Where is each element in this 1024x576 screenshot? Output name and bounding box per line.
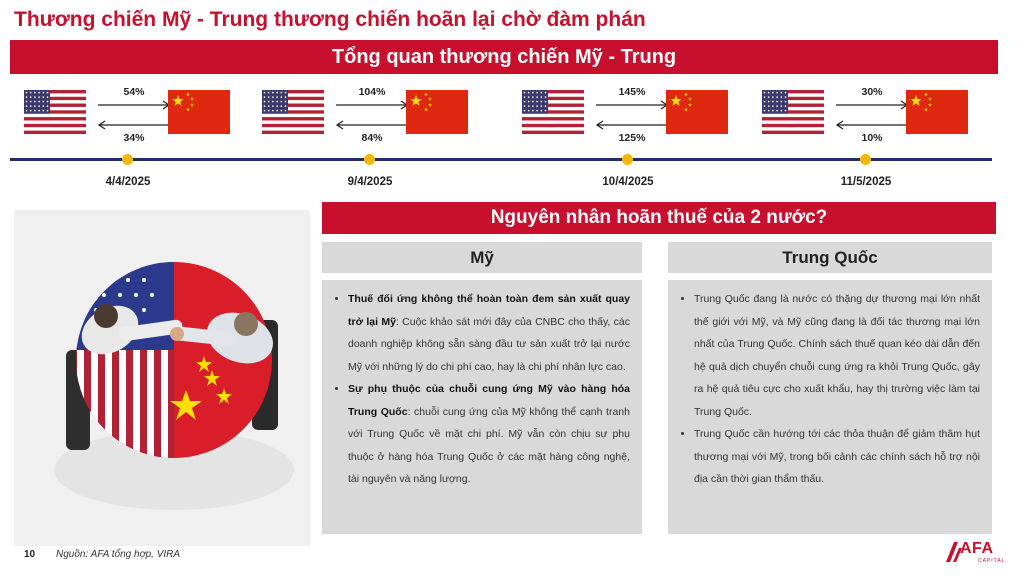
timeline-event [24,86,264,196]
cn-tariff-rate: 125% [618,132,646,144]
china-flag-icon [906,90,968,134]
page-title: Thương chiến Mỹ - Trung thương chiến hoãn lại chờ đàm phán [14,8,646,31]
logo-subtext: CAPITAL [978,558,1006,564]
right-arrow-icon [96,100,172,110]
china-flag-icon [168,90,230,134]
us-reasons-panel [322,280,642,534]
cn-tariff-rate: 84% [361,132,383,144]
timeline-dot [364,154,375,165]
china-flag-icon [666,90,728,134]
afa-logo [944,540,1016,570]
right-arrow-icon [834,100,910,110]
timeline-event [262,86,502,196]
overview-banner: Tổng quan thương chiến Mỹ - Trung [10,40,998,74]
section-title: Nguyên nhân hoãn thuế của 2 nước? [322,202,996,234]
left-arrow-icon [834,120,910,130]
left-arrow-icon [594,120,670,130]
handshake-image [14,210,310,546]
event-date: 4/4/2025 [105,176,151,188]
timeline-dot [860,154,871,165]
right-arrow-icon [334,100,410,110]
list-item: • Trung Quốc cần hướng tới các thỏa thuận để giảm thâm hụt thương mại với Mỹ, trong bối cảnh các chính sách hỗ trợ nội địa cần thời gian thẩm thấu. [694,423,980,491]
us-tariff-rate: 30% [861,86,883,98]
us-tariff-rate: 104% [358,86,386,98]
us-flag-icon [24,90,86,134]
china-flag-icon [406,90,468,134]
event-date: 11/5/2025 [840,176,892,188]
handshake-illustration [14,210,310,546]
bullet-title: Sự phụ thuộc của chuỗi cung ứng Mỹ vào hàng hóa Trung Quốc [348,383,630,418]
timeline-dot [122,154,133,165]
bullet-text: : chuỗi cung ứng của Mỹ không thể cạnh tranh với Trung Quốc về mặt chi phí. Mỹ vẫn còn chịu sự phụ thuộc ở hàng hóa Trung Quốc ở các mặt hàng công nghệ, tài nguyên và năng lượng. [348,405,630,485]
timeline-event [762,86,1002,196]
list-item [348,378,630,491]
left-arrow-icon [334,120,410,130]
cn-tariff-rate: 34% [123,132,145,144]
us-flag-icon [762,90,824,134]
timeline-event [522,86,762,196]
us-tariff-rate: 145% [618,86,646,98]
logo-text: AFA [960,540,994,557]
us-flag-icon [262,90,324,134]
bullet-text: : Cuộc khảo sát mới đây của CNBC cho thấy, các doanh nghiệp không sẵn sàng đầu tư sản xuất trở lại nước Mỹ với những lý do chi phí cao, hay là chi phí nhân lực cao. [348,315,630,373]
us-flag-icon [522,90,584,134]
bullet-title: Thuế đối ứng không thể hoàn toàn đem sản xuất quay trở lại Mỹ [348,293,630,328]
left-arrow-icon [96,120,172,130]
cn-tariff-rate: 10% [861,132,883,144]
right-arrow-icon [594,100,670,110]
event-date: 9/4/2025 [347,176,393,188]
list-item: • Trung Quốc đang là nước có thặng dự thương mại lớn nhất thế giới với Mỹ, và Mỹ cũng đang là đối tác thương mại lớn nhất của Trung Quốc. Chính sách thuế quan kéo dài dẫn đến hệ quả dịch chuyển chuỗi cung ứng ra khỏi Trung Quốc, gây ra hệ quả tiêu cực cho xuất khẩu, hay thị trường việc làm tại Trung Quốc. [694,288,980,423]
event-date: 10/4/2025 [602,176,654,188]
source-note: Nguồn: AFA tổng hợp, VIRA [56,549,181,560]
timeline-dot [622,154,633,165]
page-number: 10 [24,549,36,560]
us-heading: Mỹ [322,242,642,273]
us-tariff-rate: 54% [123,86,145,98]
list-item [348,288,630,378]
china-heading: Trung Quốc [668,242,992,273]
china-reasons-panel [668,280,992,534]
